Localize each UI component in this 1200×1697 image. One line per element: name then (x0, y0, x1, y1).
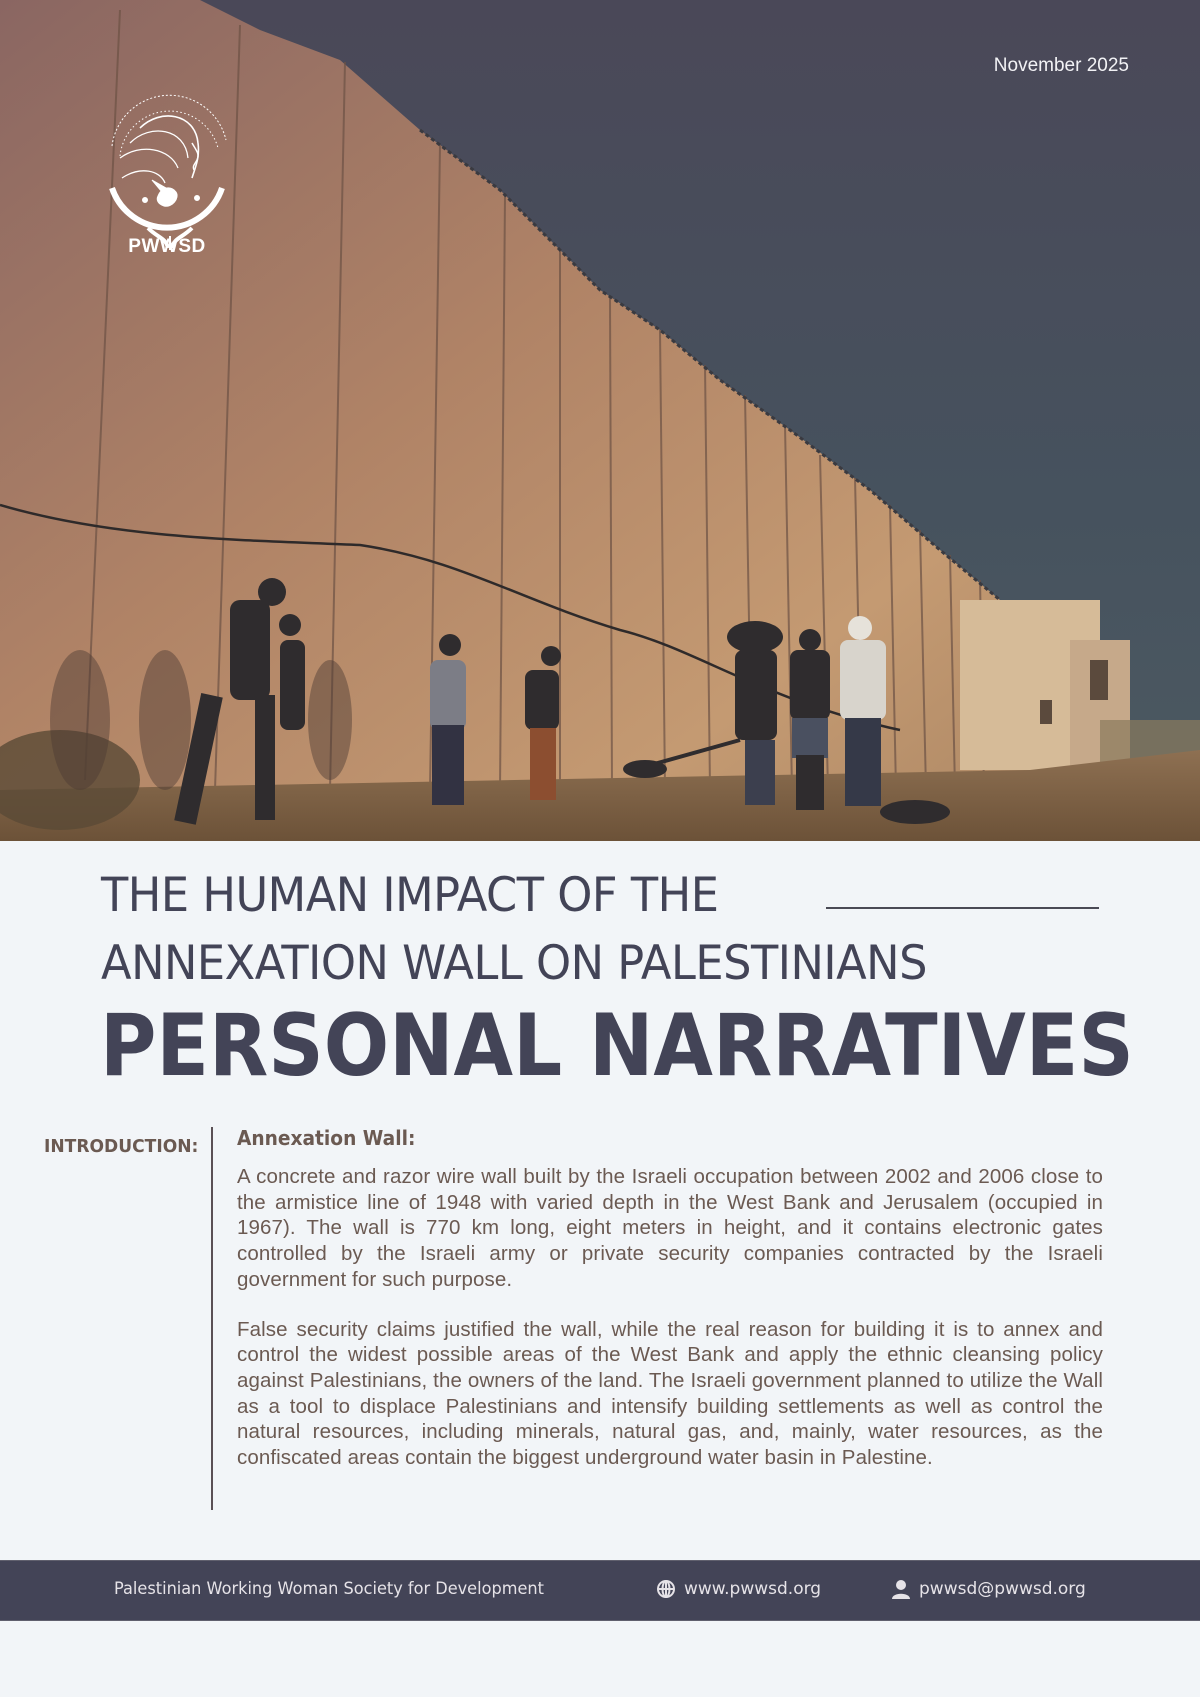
paragraph: False security claims justified the wall, while the real reason for building it is to annex and control the widest possible areas of the West Bank and apply the ethnic cleansing policy against Palestinians, the owners of the land. The Israeli government planned to utilize the Wall as a tool to displace Palestinians and intensify building settlements as well as control the natural resources, including minerals, natural gas, and, mainly, water resources, as the confiscated areas contain the biggest underground water basin in Palestine. (237, 1317, 1103, 1470)
section-heading: Annexation Wall: (237, 1126, 416, 1150)
title-line-2: ANNEXATION WALL ON PALESTINIANS (101, 936, 927, 991)
section-label: INTRODUCTION: (44, 1136, 199, 1157)
globe-icon (656, 1579, 676, 1599)
email-link[interactable]: pwwsd@pwwsd.org (919, 1579, 1086, 1599)
section-divider (211, 1127, 213, 1510)
footer-organization: Palestinian Working Woman Society for Development (114, 1579, 544, 1599)
title-line-1: THE HUMAN IMPACT OF THE (101, 868, 719, 923)
paragraph: A concrete and razor wire wall built by the Israeli occupation between 2002 and 2006 close to the armistice line of 1948 with varied depth in the West Bank and Jerusalem (occupied in 1967). The wall is 770 km long, eight meters in height, and it contains electronic gates controlled by the Israeli army or private security companies contracted by the Israeli government for such purpose. (237, 1165, 1103, 1291)
hero-photo (0, 0, 1200, 841)
title-divider (826, 907, 1099, 909)
title-block (101, 862, 1101, 998)
footer-email[interactable] (891, 1579, 1086, 1599)
logo-acronym: PWWSD (128, 236, 206, 257)
woman-dove-hands-logo (100, 88, 240, 258)
page-title: PERSONAL NARRATIVES (100, 996, 1134, 1096)
footer-website[interactable] (656, 1579, 821, 1599)
footer-bar (0, 1560, 1200, 1621)
user-icon (891, 1579, 911, 1599)
website-link[interactable]: www.pwwsd.org (684, 1579, 822, 1599)
introduction-content (237, 1126, 1103, 1495)
publication-date: November 2025 (993, 55, 1129, 76)
